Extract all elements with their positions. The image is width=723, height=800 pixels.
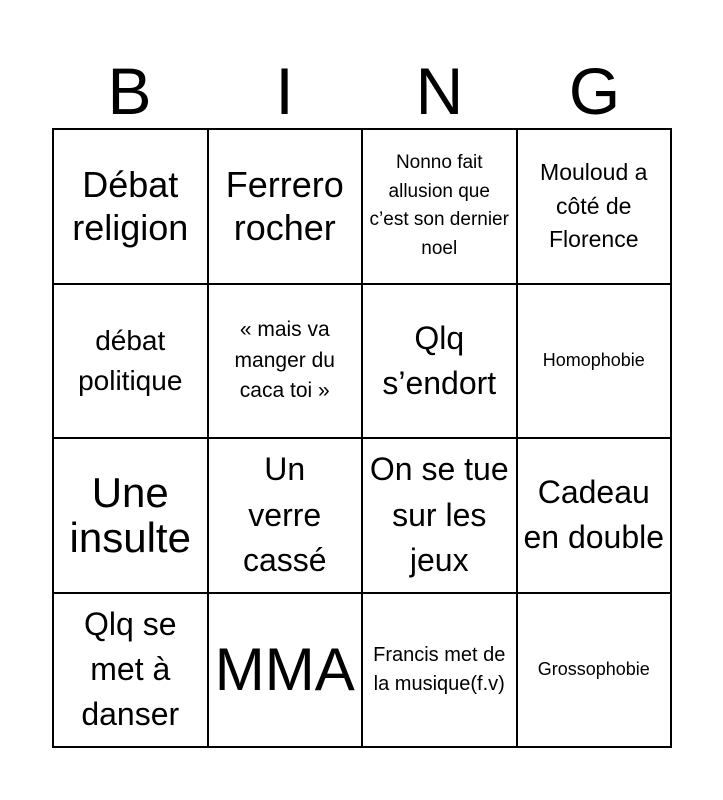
cell-text: Homophobie bbox=[542, 350, 645, 371]
cell-text: On se tue sur les jeux bbox=[369, 451, 509, 578]
cell-text: Une insulte bbox=[69, 468, 191, 562]
bingo-cell[interactable] bbox=[363, 130, 518, 285]
cell-text: Nonno fait allusion que c’est son dernier noel bbox=[369, 152, 509, 259]
bingo-cell[interactable] bbox=[209, 130, 364, 285]
cell-text: « mais va manger du caca toi » bbox=[234, 318, 335, 402]
bingo-cell[interactable] bbox=[518, 285, 673, 440]
bingo-cell[interactable] bbox=[209, 439, 364, 594]
cell-text: Cadeau en double bbox=[523, 473, 665, 556]
header-letter-b: B bbox=[107, 54, 152, 128]
header-letter-n: N bbox=[415, 54, 464, 128]
bingo-cell[interactable] bbox=[54, 439, 209, 594]
bingo-grid bbox=[52, 128, 672, 748]
bingo-cell[interactable] bbox=[54, 594, 209, 749]
cell-text: Qlq s’endort bbox=[382, 319, 497, 401]
cell-text: MMA bbox=[214, 635, 355, 703]
bingo-cell[interactable] bbox=[209, 594, 364, 749]
bingo-cell[interactable] bbox=[518, 439, 673, 594]
bingo-cell[interactable] bbox=[54, 285, 209, 440]
cell-text: débat politique bbox=[78, 324, 183, 396]
bingo-cell[interactable] bbox=[363, 439, 518, 594]
cell-text: Débat religion bbox=[72, 164, 189, 249]
bingo-cell[interactable] bbox=[54, 130, 209, 285]
cell-text: Grossophobie bbox=[537, 659, 650, 680]
header-letter-i: I bbox=[275, 54, 294, 128]
cell-text: Francis met de la musique(f.v) bbox=[373, 643, 506, 695]
cell-text: Qlq se met à danser bbox=[81, 605, 180, 733]
bingo-header bbox=[52, 55, 672, 127]
bingo-cell[interactable] bbox=[209, 285, 364, 440]
cell-text: Ferrero rocher bbox=[225, 164, 344, 249]
bingo-cell[interactable] bbox=[518, 594, 673, 749]
header-letter-g: G bbox=[568, 54, 621, 128]
bingo-cell[interactable] bbox=[363, 285, 518, 440]
bingo-cell[interactable] bbox=[363, 594, 518, 749]
bingo-cell[interactable] bbox=[518, 130, 673, 285]
cell-text: Mouloud a côté de Florence bbox=[540, 159, 648, 252]
cell-text: Un verre cassé bbox=[242, 451, 327, 578]
